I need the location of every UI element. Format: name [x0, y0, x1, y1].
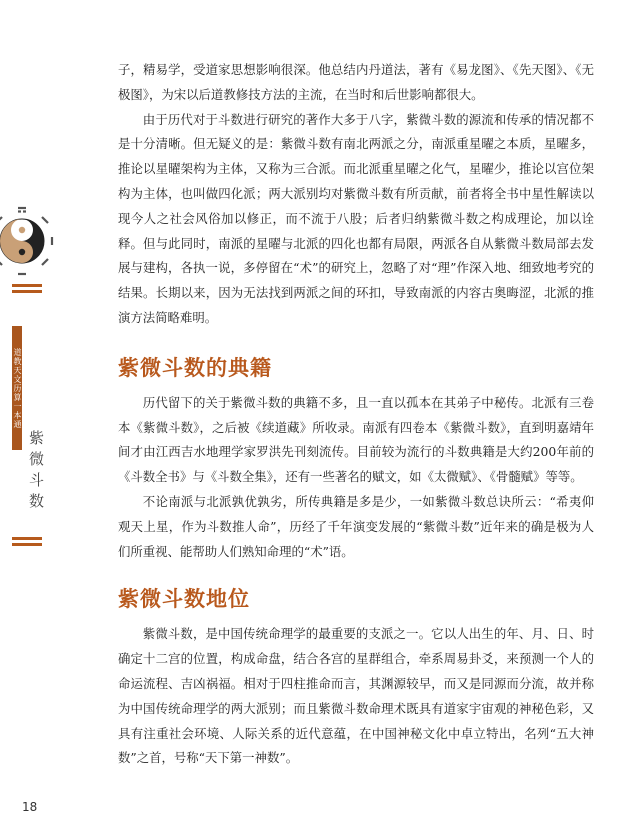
decorative-rule: [12, 543, 42, 546]
book-title-vertical: 紫微斗数: [27, 430, 45, 514]
decorative-rule: [12, 290, 42, 293]
paragraph: 紫微斗数，是中国传统命理学的最重要的支派之一。它以人出生的年、月、日、时确定十二宫的位置，构成命盘，结合各宫的星群组合，牵系周易卦爻，来预测一个人的命运流程、吉凶祸福。相对于四柱推命而言，其渊源较早，而又是同源而分流，故并称为中国传统命理学的两大派别；而且紫微斗数命理术既具有道家宇宙观的神秘色彩，又具有注重社会环境、人际关系的近代意蕴，在中国神秘文化中卓立特出，名列“五大神数”之首，号称“天下第一神数”。: [118, 626, 594, 766]
decorative-rule: [12, 284, 42, 287]
paragraph: 子，精易学，受道家思想影响很深。他总结内丹道法，著有《易龙图》、《先天图》、《无极图》，为宋以后道教修技方法的主流，在当时和后世影响都很大。: [118, 62, 594, 102]
section-heading-status: 紫微斗数地位: [118, 586, 250, 612]
yinyang-bagua-icon: [0, 203, 56, 279]
decorative-rule: [12, 537, 42, 540]
series-title-tab: 道教天文历算一本通: [12, 326, 22, 450]
section-heading-classics: 紫微斗数的典籍: [118, 354, 272, 380]
paragraph: 不论南派与北派孰优孰劣，所传典籍是多是少，一如紫微斗数总诀所云：“希夷仰观天上星，作为斗数推人命”，历经了千年演变发展的“紫微斗数”近年来的确是极为人们所重视、能帮助人们熟知命理的“术”语。: [118, 493, 594, 559]
page-number: 18: [22, 800, 38, 814]
main-text: [118, 58, 594, 771]
paragraph: 历代留下的关于紫微斗数的典籍不多，且一直以孤本在其弟子中秘传。北派有三卷本《紫微斗数》，之后被《续道藏》所收录。南派有四卷本《紫微斗数》，直到明嘉靖年间才由江西吉水地理学家罗洪先刊刻流传。目前较为流行的斗数典籍是大约200年前的《斗数全书》与《斗数全集》，还有一些著名的赋文，如《太微赋》、《骨髓赋》等等。: [118, 394, 594, 485]
paragraph: 由于历代对于斗数进行研究的著作大多于八字，紫微斗数的源流和传承的情况都不是十分清晰。但无疑义的是：紫微斗数有南北两派之分，南派重星曜之本质，星曜多，推论以星曜架构为主体，又称为三合派。而北派重星曜之化气，星曜少，推论以宫位架构为主体，也叫做四化派；两大派别均对紫微斗数有所贡献，前者将全书中星性解读以现今人之社会风俗加以修正，而不流于八股；后者归纳紫微斗数之构成理论，加以诠释。但与此同时，南派的星曜与北派的四化也都有局限，两派各自从紫微斗数局部去发展与建构，各执一说，多停留在“术”的研究上，忽略了对“理”作深入地、细致地考究的结果。长期以来，因为无法找到两派之间的环扣，导致南派的内容古奥晦涩，北派的推演方法简略难明。: [118, 111, 594, 325]
